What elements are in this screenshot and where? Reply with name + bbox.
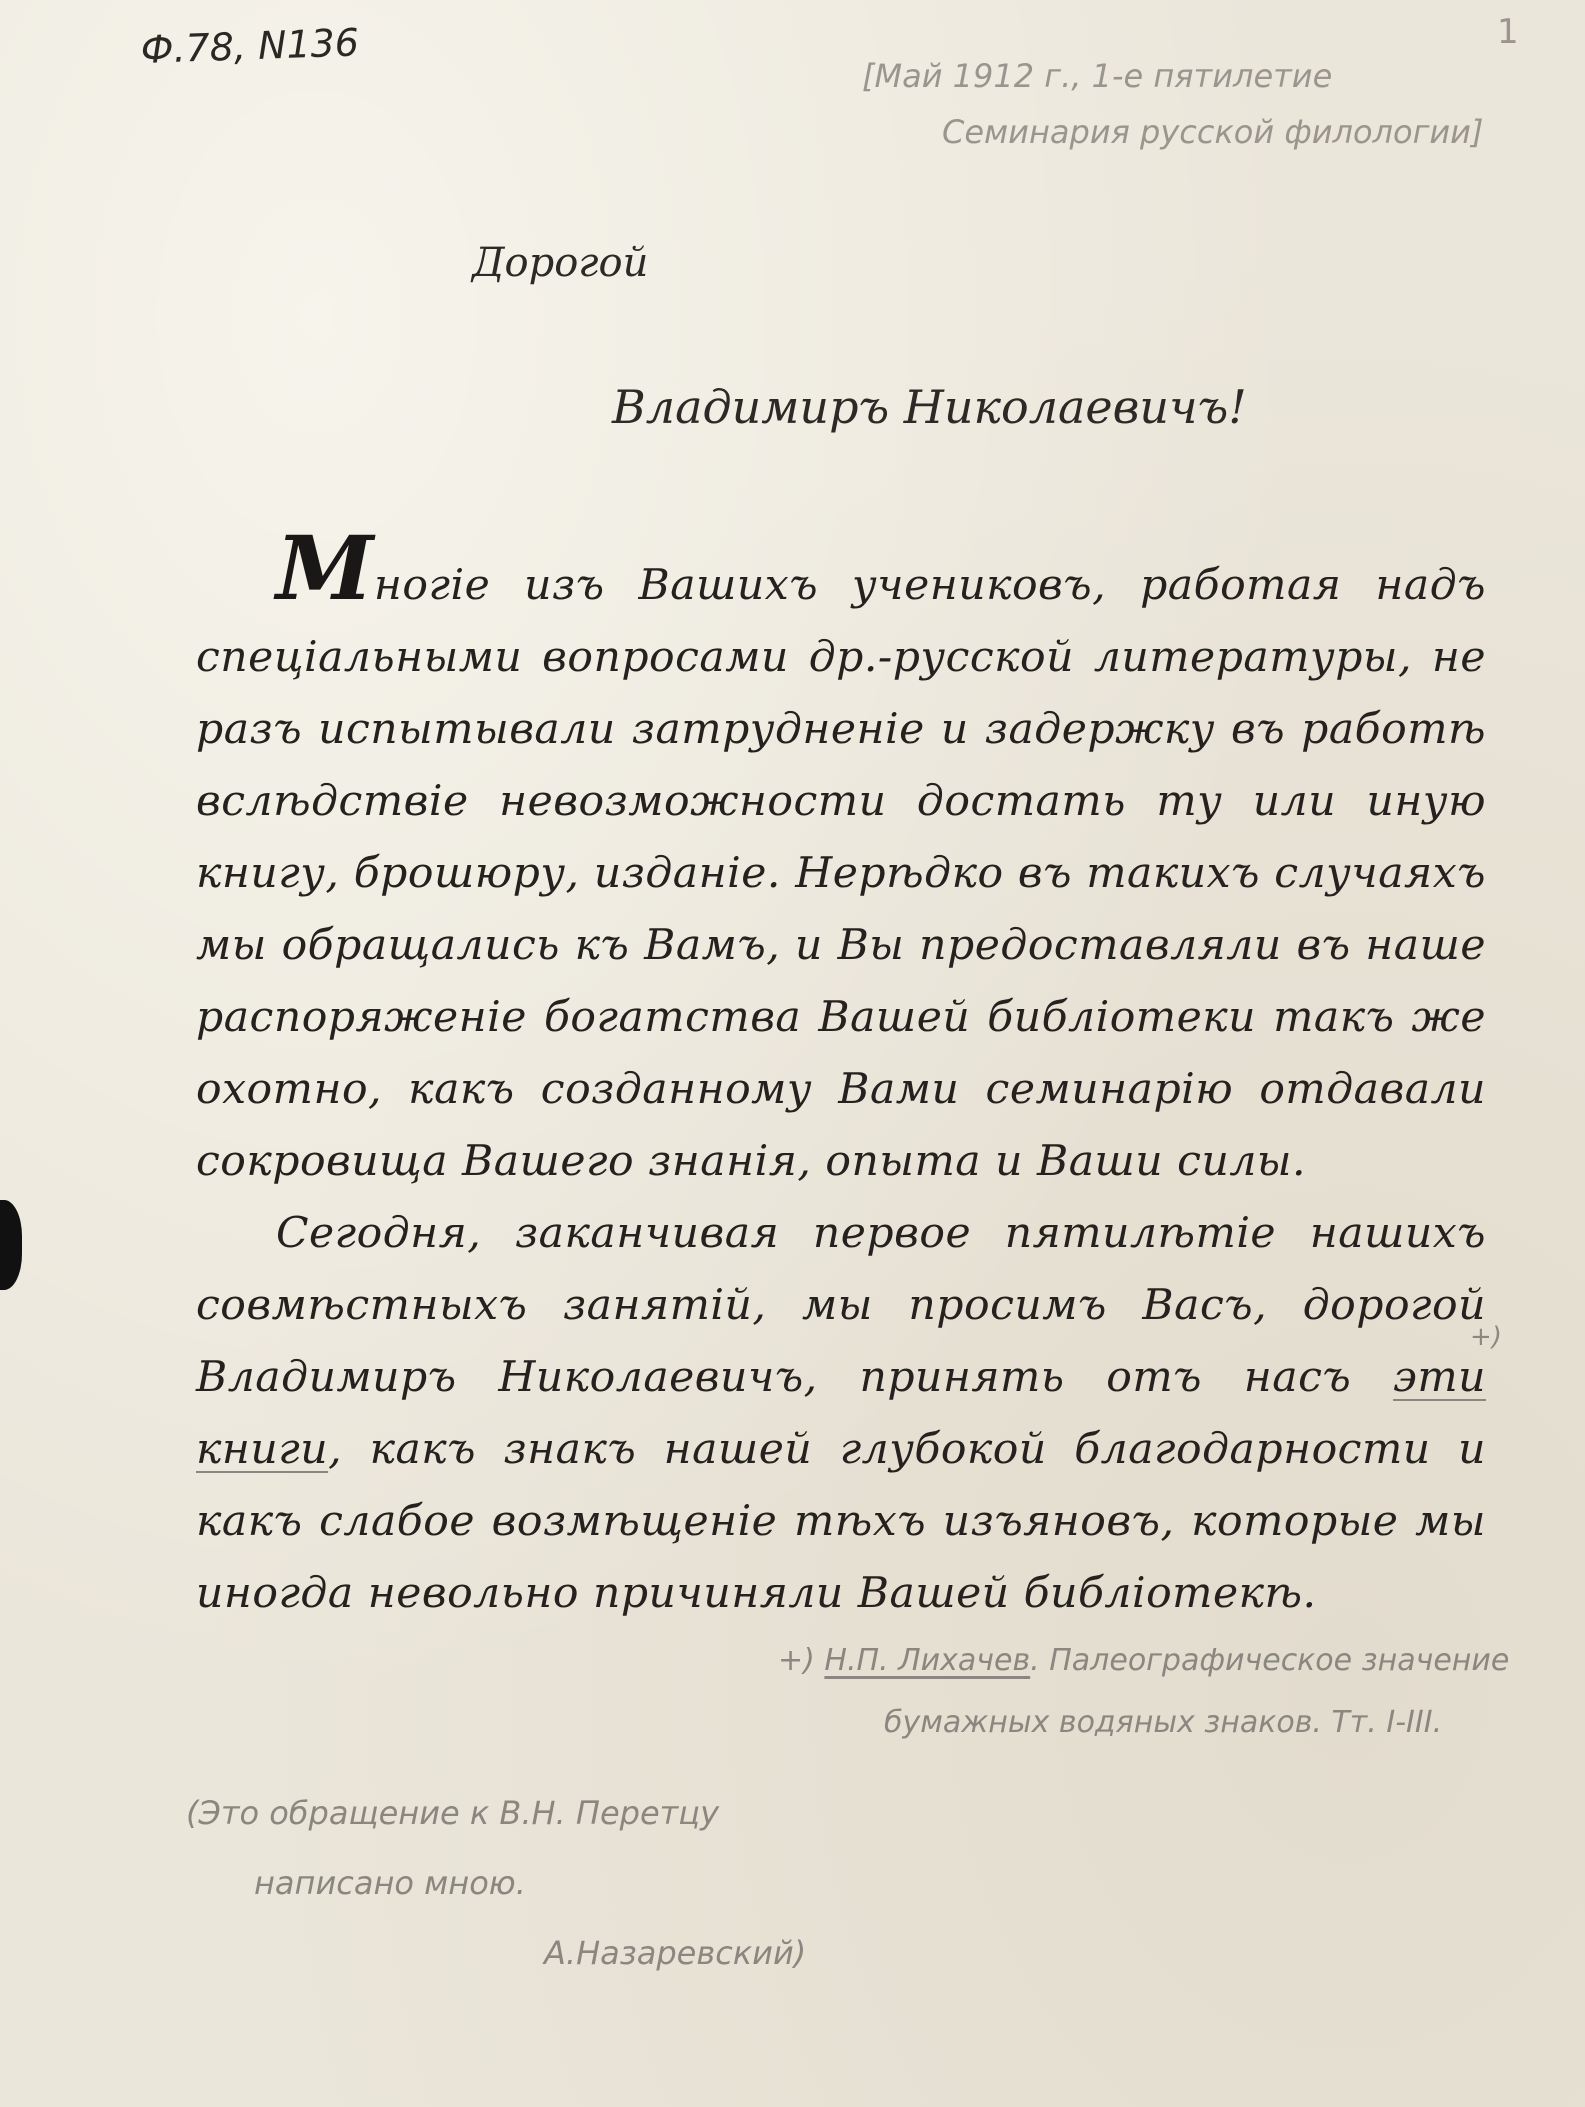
letter-paragraph-1: Многіе изъ Вашихъ учениковъ, работая надъ спеціальными вопросами др.-русской литературы, не разъ испытывали затрудненіе и задержку въ работѣ вслѣдствіе невозможности достать ту или иную книгу, брошюру, изданіе. Нерѣдко въ такихъ случаяхъ мы обращались къ Вамъ, и Вы предоставляли въ наше распоряженіе богатства Вашей библіотеки такъ же охотно, какъ созданному Вами семинарію отдавали сокровища Вашего знанія, опыта и Ваши силы. [196,516,1486,1186]
footnote-title-end: бумажных водяных знаков. Тт. I-III. [884,1705,1443,1740]
author-pencil-note [186,1778,806,1988]
footnote-author: Н.П. Лихачев [824,1643,1031,1678]
letter-body [196,516,1486,1630]
author-note-line-2: написано мною. [254,1864,526,1902]
author-note-line-1: (Это обращение к В.Н. Перетцу [186,1794,719,1832]
salutation: Дорогой [472,240,649,286]
archive-note-line-2: Семинария русской филологии] [942,113,1484,151]
paragraph-2-end: , какъ знакъ нашей глубокой благодарности и какъ слабое возмѣщеніе тѣхъ изъяновъ, которые мы иногда невольно причиняли Вашей библіотекѣ. [196,1425,1486,1618]
page-number: 1 [1497,12,1519,52]
letter-paragraph-2 [196,1198,1486,1630]
footnote-mark: +) [778,1643,815,1678]
author-signature: А.Назаревский) [544,1934,807,1972]
paragraph-2-start: Сегодня, заканчивая первое пятилѣтіе нашихъ совмѣстныхъ занятій, мы просимъ Васъ, дорогой Владимиръ Николаевичъ, принять отъ насъ [196,1209,1486,1402]
paragraph-2-underlined-books: эти книги [196,1353,1486,1474]
footnote-title-start: . Палеографическое значение [1030,1643,1510,1678]
archive-reference: Ф.78, N136 [140,20,360,72]
archive-note-line-1: [Май 1912 г., 1-е пятилетие [862,57,1333,95]
pencil-footnote [778,1630,1509,1754]
margin-footnote-mark: +) [1470,1322,1502,1352]
addressee: Владимиръ Николаевичъ! [612,380,1247,434]
archive-pencil-note [862,48,1483,160]
